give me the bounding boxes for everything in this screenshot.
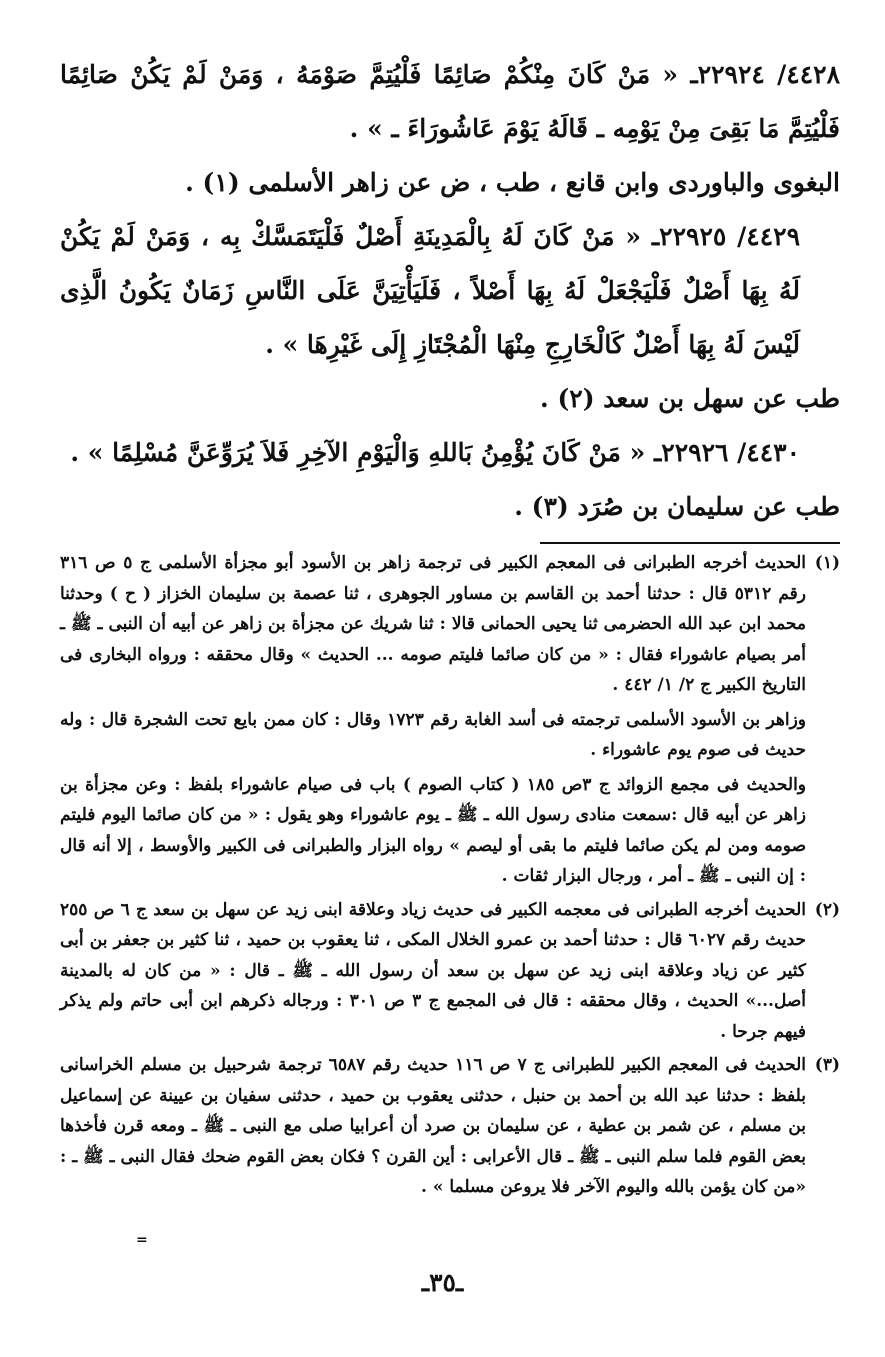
footnote-paragraph: الحديث أخرجه الطبرانى فى المعجم الكبير فى ترجمة زاهر بن الأسود أبو مجزأة الأسلمى ج ٥ ص ٣١٦ رقم ٥٣١٢ قال : حدثنا أحمد بن القاسم بن مساور الجوهرى ، ثنا عصمة بن سليمان الخزاز ( ح ) وحدثنا محمد ابن عبد الله الحضرمى ثنا يحيى الحمانى قالا : ثنا شريك عن مجزأة بن زاهر عن أبيه أن النبى ـ ﷺ ـ أمر بصيام عاشوراء فقال : « من كان صائما فليتم صومه ... الحديث » وقال محققه : ورواه البخارى فى التاريخ الكبير ج ٢/ ١/ ٤٤٢ . xyxy=(60,553,807,695)
footnotes xyxy=(60,548,840,1203)
footnote-1 xyxy=(60,548,840,892)
footnote-paragraph: والحديث فى مجمع الزوائد ج ٣ص ١٨٥ ( كتاب الصوم ) باب فى صيام عاشوراء بلفظ : وعن مجزأة بن زاهر عن أبيه قال :سمعت منادى رسول الله ـ ﷺ ـ يوم عاشوراء وهو يقول : « من كان صائما اليوم فليتم صومه ومن لم يكن صائما فليتم ما بقى أو ليصم » رواه البزار والطبرانى فى الكبير والأوسط ، إلا أنه قال : إن النبى ـ ﷺ ـ أمر ، ورجال البزار ثقات . xyxy=(60,774,806,886)
footnote-separator xyxy=(540,542,840,544)
footnote-paragraph: وزاهر بن الأسود الأسلمى ترجمته فى أسد الغابة رقم ١٧٢٣ وقال : كان ممن بايع تحت الشجرة قال : وله حديث فى صوم يوم عاشوراء . xyxy=(60,709,806,760)
footnote-3 xyxy=(60,1050,840,1203)
page-body xyxy=(60,48,840,1206)
hadith-4428-text: ٤٤٢٨/ ٢٢٩٢٤ـ « مَنْ كَانَ مِنْكُمْ صَائِمًا فَلْيُتِمَّ صَوْمَهُ ، وَمَنْ لَمْ يَكُنْ صَائِمًا فَلْيُتِمَّ مَا بَقِىَ مِنْ يَوْمِه ـ قَالَهُ يَوْمَ عَاشُورَاءَ ـ » . xyxy=(60,60,840,143)
footnote-number: (٣) xyxy=(814,1055,840,1075)
hadith-4430-text: ٤٤٣٠/ ٢٢٩٢٦ـ « مَنْ كَانَ يُؤْمِنُ بَاللهِ وَالْيَوْمِ الآخِرِ فَلاَ يُرَوِّعَنَّ مُسْلِمًا » . xyxy=(70,438,800,467)
footnote-number: (١) xyxy=(814,553,840,573)
footnote-paragraph: الحديث أخرجه الطبرانى فى معجمه الكبير فى حديث زياد وعلاقة ابنى زيد عن سهل بن سعد ج ٦ ص ٢٥٥ حديث رقم ٦٠٢٧ قال : حدثنا أحمد بن عمرو الخلال المكى ، ثنا يعقوب بن حميد ، ثنا كثير بن جعفر بن أبى كثير عن زياد وعلاقة ابنى زيد عن سهل بن سعد أن رسول الله ـ ﷺ ـ قال : « من كان له بالمدينة أصل...» الحديث ، وقال محققه : قال فى المجمع ج ٣ ص ٣٠١ : ورجاله ذكرهم ابن أبى حاتم ولم يذكر فيهم جرحا . xyxy=(60,899,807,1042)
hadith-4429-text: ٤٤٢٩/ ٢٢٩٢٥ـ « مَنْ كَانَ لَهُ بِالْمَدِينَةِ أَصْلٌ فَلْيَتَمَسَّكْ بِه ، وَمَنْ لَمْ يَكُنْ لَهُ بِهَا أَصْلٌ فَلْيَجْعَلْ لَهُ بِهَا أَصْلاً ، فَلَيَأْتِيَنَّ عَلَى النَّاسِ زَمَانٌ يَكُونُ الَّذِى لَيْسَ لَهُ بِهَا أَصْلٌ كَالْخَارِجِ مِنْهَا الْمُجْتَازِ إِلَى غَيْرِهَا » . xyxy=(60,222,800,359)
hadith-4428-source: البغوى والباوردى وابن قانع ، طب ، ض عن زاهر الأسلمى (١) . xyxy=(185,168,840,197)
footnote-2 xyxy=(60,895,840,1048)
hadith-4430-source: طب عن سليمان بن صُرَد (٣) . xyxy=(514,492,840,521)
footnote-paragraph: الحديث فى المعجم الكبير للطبرانى ج ٧ ص ١١٦ حديث رقم ٦٥٨٧ ترجمة شرحبيل بن مسلم الخراسانى بلفظ : حدثنا عبد الله بن أحمد بن حنبل ، حدثنى يعقوب بن حميد ، حدثنى سفيان بن عيينة عن إسماعيل بن مسلم ، عن شمر بن عطية ، عن سليمان بن صرد أن أعرابيا صلى مع النبى ـ ﷺ ـ ومعه قرن فأخذها بعض القوم فلما سلم النبى ـ ﷺ ـ قال الأعرابى : أين القرن ؟ فكان بعض القوم ضحك فقال النبى ـ ﷺ ـ : «من كان يؤمن بالله واليوم الآخر فلا يروعن مسلما » . xyxy=(60,1055,806,1197)
margin-mark: = xyxy=(136,1232,148,1248)
footnote-number: (٢) xyxy=(814,899,840,920)
page-number: ـ٣٥ـ xyxy=(421,1268,464,1297)
hadith-4429-source: طب عن سهل بن سعد (٢) . xyxy=(540,384,840,413)
main-text xyxy=(60,48,840,534)
